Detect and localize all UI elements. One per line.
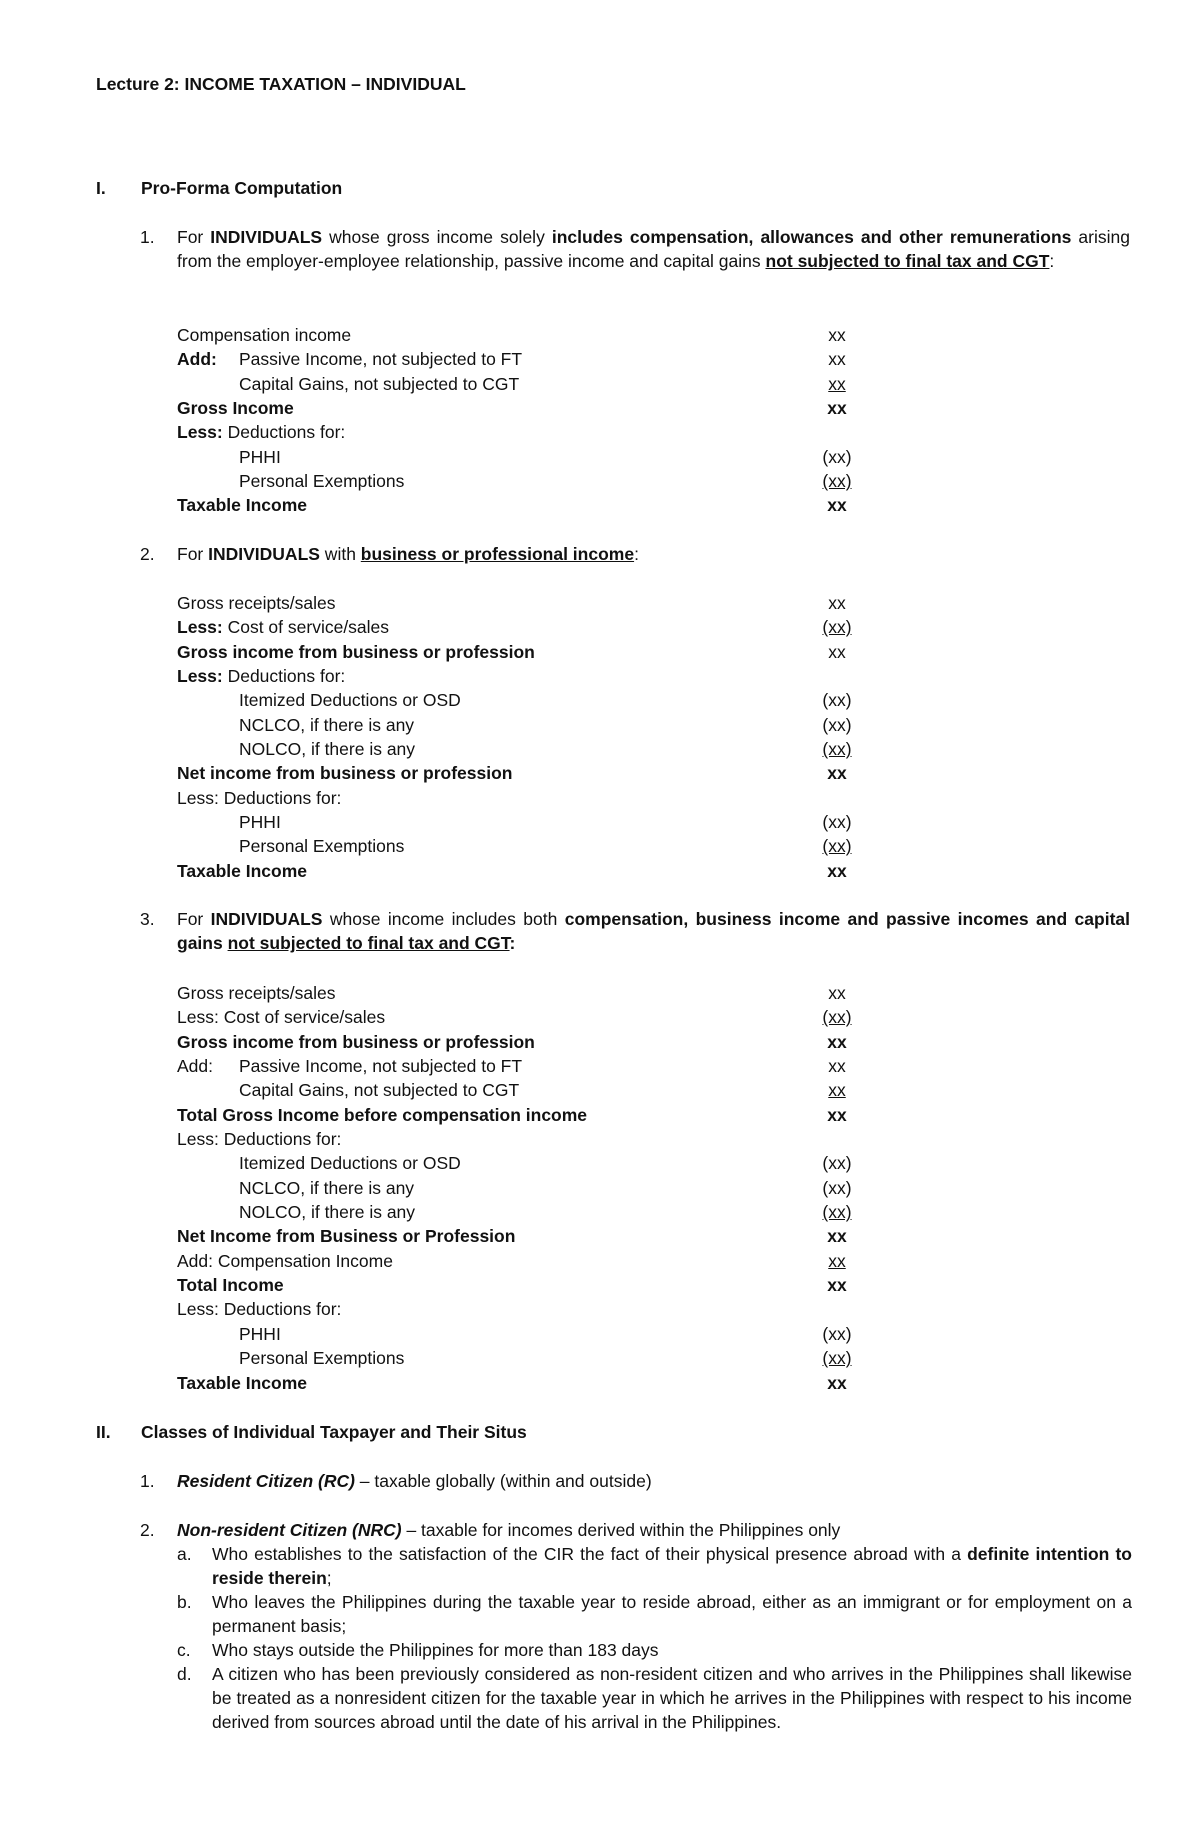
row-amount: xx xyxy=(827,860,847,881)
row-amount: xx xyxy=(827,1104,847,1125)
table-row xyxy=(177,323,877,347)
row-label: Capital Gains, not subjected to CGT xyxy=(239,373,520,394)
table-row xyxy=(177,1249,877,1273)
table-row xyxy=(177,445,877,469)
class-term: Non-resident Citizen (NRC) xyxy=(177,1520,402,1540)
taxpayer-class-2 xyxy=(140,1518,1130,1542)
text-run: with xyxy=(319,544,361,564)
table-row xyxy=(177,615,877,639)
text-run: arising from the employer-employee relationship, passive income and capital gains xyxy=(177,227,1130,271)
table-row xyxy=(177,664,877,688)
row-amount: xx xyxy=(827,495,847,516)
row-amount: xx xyxy=(828,349,846,370)
row-label: Capital Gains, not subjected to CGT xyxy=(239,1080,520,1101)
table-row xyxy=(177,1200,877,1224)
text-run: : xyxy=(1049,251,1055,271)
table-row xyxy=(177,469,877,493)
text-run-bold: compensation, business income and passive incomes and capital gains xyxy=(177,909,1130,953)
table-row xyxy=(177,1297,877,1321)
row-label: NOLCO, if there is any xyxy=(239,739,416,760)
item-description xyxy=(177,907,1130,955)
table-row xyxy=(177,1078,877,1102)
text-run-bold-underline: business or professional income xyxy=(360,544,635,564)
row-label: NOLCO, if there is any xyxy=(239,1202,416,1223)
row-amount: (xx) xyxy=(822,1323,852,1344)
list-letter: a. xyxy=(177,1544,192,1564)
row-amount: (xx) xyxy=(822,836,852,857)
row-prefix: Less: xyxy=(177,617,223,638)
table-row xyxy=(177,591,877,615)
text-run-bold: INDIVIDUALS xyxy=(210,227,323,247)
section-title: Classes of Individual Taxpayer and Their Situs xyxy=(141,1422,527,1442)
computation-table-3 xyxy=(177,981,877,1395)
text-run: For xyxy=(177,544,209,564)
row-label: Less: Deductions for: xyxy=(177,787,342,808)
row-amount: (xx) xyxy=(822,1348,852,1369)
row-amount: (xx) xyxy=(822,1153,852,1174)
row-amount: (xx) xyxy=(822,471,852,492)
row-label: Add: Compensation Income xyxy=(177,1250,393,1271)
row-amount: xx xyxy=(827,1275,847,1296)
row-amount: xx xyxy=(827,398,847,419)
row-label: Total Gross Income before compensation income xyxy=(177,1104,588,1125)
row-amount: xx xyxy=(827,1226,847,1247)
section-number: II. xyxy=(96,1422,111,1442)
row-amount: (xx) xyxy=(822,690,852,711)
list-item xyxy=(177,1638,1132,1662)
row-prefix: Less: xyxy=(177,666,223,687)
class-term: Resident Citizen (RC) xyxy=(177,1471,355,1491)
table-row xyxy=(177,688,877,712)
table-row xyxy=(177,786,877,810)
text-run-bold-underline: not subjected to final tax and CGT xyxy=(765,251,1050,271)
item-number: 1. xyxy=(140,1471,155,1491)
text-run-bold: : xyxy=(509,933,516,953)
row-amount: xx xyxy=(827,763,847,784)
table-row xyxy=(177,420,877,444)
table-row xyxy=(177,834,877,858)
row-label: Passive Income, not subjected to FT xyxy=(239,349,523,370)
document-title: Lecture 2: INCOME TAXATION – INDIVIDUAL xyxy=(96,74,466,94)
class-description: – taxable globally (within and outside) xyxy=(354,1471,652,1491)
row-label: Personal Exemptions xyxy=(239,1348,405,1369)
text-run: For xyxy=(177,909,211,929)
text-run: whose gross income solely xyxy=(322,227,552,247)
text-run: whose income includes both xyxy=(322,909,565,929)
section-number: I. xyxy=(96,178,106,198)
text-run: : xyxy=(634,544,639,564)
table-row xyxy=(177,1346,877,1370)
table-row xyxy=(177,1371,877,1395)
row-label: Gross receipts/sales xyxy=(177,593,336,613)
table-row xyxy=(177,396,877,420)
row-label: Less: Deductions for: xyxy=(177,1129,342,1150)
table-row xyxy=(177,1127,877,1151)
row-label: Taxable Income xyxy=(177,860,308,881)
text-run-bold-underline: not subjected to final tax and CGT xyxy=(227,933,510,953)
computation-table-2 xyxy=(177,591,877,883)
table-row xyxy=(177,1054,877,1078)
item-number: 1. xyxy=(140,227,155,247)
row-label: PHHI xyxy=(239,446,281,467)
row-amount: xx xyxy=(828,1250,846,1271)
row-label: Itemized Deductions or OSD xyxy=(239,690,461,711)
text-run: A citizen who has been previously considered as non-resident citizen and who arrives in the Philippines shall likewise be treated as a nonresident citizen for the taxable year in which he arrives in the Philippines with respect to his income derived from sources abroad until the date of his arrival in the Philippines. xyxy=(212,1664,1132,1732)
row-label: Less: Deductions for: xyxy=(177,1299,342,1320)
list-letter: b. xyxy=(177,1592,192,1612)
list-item xyxy=(177,1590,1132,1638)
row-label: Gross income from business or profession xyxy=(177,641,535,662)
item-description xyxy=(177,1469,1130,1493)
section-title: Pro-Forma Computation xyxy=(141,178,343,198)
computation-item-2 xyxy=(140,542,1130,566)
row-amount: xx xyxy=(828,325,846,345)
row-amount: xx xyxy=(827,1372,847,1393)
table-row xyxy=(177,810,877,834)
row-label: Gross receipts/sales xyxy=(177,983,336,1003)
row-amount: xx xyxy=(828,641,846,662)
row-label: Deductions for: xyxy=(222,666,346,687)
table-row xyxy=(177,493,877,517)
row-label: Taxable Income xyxy=(177,495,308,516)
text-run: Who stays outside the Philippines for more than 183 days xyxy=(212,1640,659,1660)
row-label: NCLCO, if there is any xyxy=(239,714,415,735)
row-amount: xx xyxy=(827,1031,847,1052)
computation-table-1 xyxy=(177,323,877,518)
row-label: Personal Exemptions xyxy=(239,471,405,492)
row-prefix: Add: xyxy=(177,349,217,370)
row-amount: (xx) xyxy=(822,739,852,760)
table-row xyxy=(177,1005,877,1029)
row-prefix: Add: xyxy=(177,1056,213,1077)
row-amount: (xx) xyxy=(822,714,852,735)
table-row xyxy=(177,640,877,664)
table-row xyxy=(177,1176,877,1200)
class-description: – taxable for incomes derived within the Philippines only xyxy=(401,1520,841,1540)
item-number: 3. xyxy=(140,909,155,929)
row-amount: (xx) xyxy=(822,446,852,467)
row-label: Less: Cost of service/sales xyxy=(177,1007,386,1028)
item-number: 2. xyxy=(140,1520,155,1540)
text-run-bold: includes compensation, allowances and other remunerations xyxy=(551,227,1072,247)
row-amount: xx xyxy=(828,983,846,1003)
row-amount: (xx) xyxy=(822,812,852,833)
row-amount: (xx) xyxy=(822,617,852,638)
row-label: Net income from business or profession xyxy=(177,763,513,784)
table-row xyxy=(177,1030,877,1054)
item-description xyxy=(177,1518,1130,1542)
item-number: 2. xyxy=(140,544,155,564)
text-run: Who establishes to the satisfaction of the CIR the fact of their physical presence abroad with a xyxy=(212,1544,968,1564)
taxpayer-class-1 xyxy=(140,1469,1130,1493)
row-amount: xx xyxy=(828,593,846,613)
row-amount: (xx) xyxy=(822,1177,852,1198)
text-run: ; xyxy=(326,1568,332,1588)
row-label: Compensation income xyxy=(177,325,352,345)
table-row xyxy=(177,761,877,785)
row-amount: xx xyxy=(828,373,846,394)
table-row xyxy=(177,347,877,371)
row-label: Gross Income xyxy=(177,398,294,419)
row-label: NCLCO, if there is any xyxy=(239,1177,415,1198)
row-label: Personal Exemptions xyxy=(239,836,405,857)
table-row xyxy=(177,1103,877,1127)
row-label: Passive Income, not subjected to FT xyxy=(239,1056,523,1077)
row-label: Net Income from Business or Profession xyxy=(177,1226,516,1247)
item-description xyxy=(177,225,1130,273)
text-run: For xyxy=(177,227,211,247)
row-label: Deductions for: xyxy=(222,422,346,443)
table-row xyxy=(177,372,877,396)
table-row xyxy=(177,981,877,1005)
list-item xyxy=(177,1662,1132,1734)
text-run-bold: INDIVIDUALS xyxy=(210,909,323,929)
text-run-bold: INDIVIDUALS xyxy=(208,544,320,564)
row-prefix: Less: xyxy=(177,422,223,443)
row-amount: (xx) xyxy=(822,1007,852,1028)
row-amount: (xx) xyxy=(822,1202,852,1223)
row-label: Gross income from business or profession xyxy=(177,1031,535,1052)
row-label: Taxable Income xyxy=(177,1372,308,1393)
table-row xyxy=(177,1273,877,1297)
table-row xyxy=(177,737,877,761)
table-row xyxy=(177,1224,877,1248)
text-run: Who leaves the Philippines during the taxable year to reside abroad, either as an immigrant or for employment on a permanent basis; xyxy=(212,1592,1132,1636)
table-row xyxy=(177,1151,877,1175)
row-amount: xx xyxy=(828,1080,846,1101)
row-label: Itemized Deductions or OSD xyxy=(239,1153,461,1174)
row-label: PHHI xyxy=(239,812,281,833)
computation-item-1 xyxy=(140,225,1130,273)
table-row xyxy=(177,859,877,883)
row-amount: xx xyxy=(828,1056,846,1077)
row-label: Cost of service/sales xyxy=(222,617,390,638)
table-row xyxy=(177,713,877,737)
list-letter: c. xyxy=(177,1640,191,1660)
item-description xyxy=(177,542,1130,566)
list-item xyxy=(177,1542,1132,1590)
computation-item-3 xyxy=(140,907,1130,955)
table-row xyxy=(177,1322,877,1346)
list-letter: d. xyxy=(177,1664,192,1684)
row-label: PHHI xyxy=(239,1323,281,1344)
nrc-sublist xyxy=(177,1542,1132,1734)
row-label: Total Income xyxy=(177,1275,284,1296)
text-run-bold: definite intention to reside therein xyxy=(212,1544,1132,1588)
